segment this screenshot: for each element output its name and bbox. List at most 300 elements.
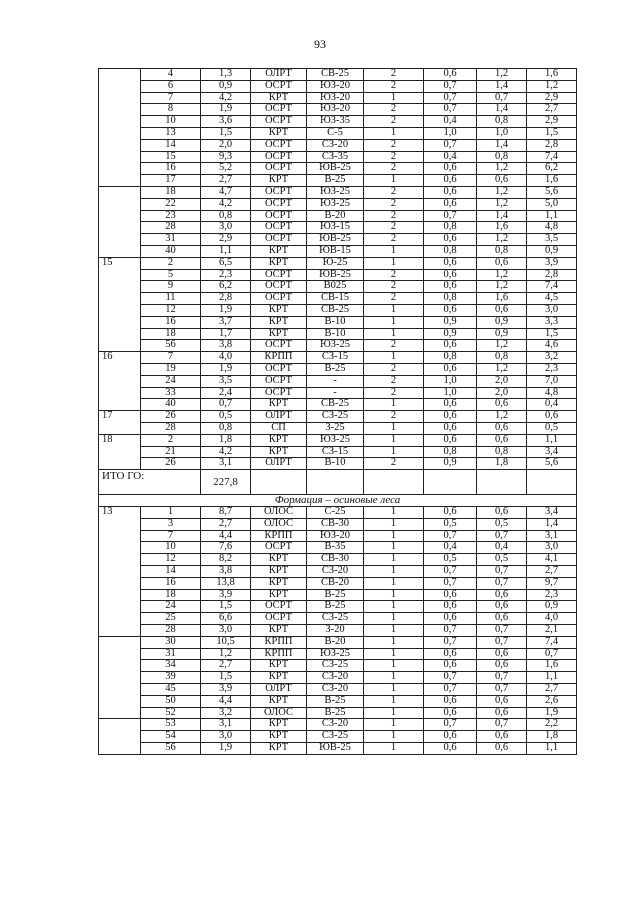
table-row	[99, 328, 577, 340]
table-cell: ЮЗ-25	[307, 434, 364, 446]
table-cell: 0,6	[424, 743, 477, 755]
table-row	[99, 127, 577, 139]
table-cell: 18	[141, 328, 201, 340]
table-cell: 3,0	[527, 304, 577, 316]
table-cell: 0,6	[424, 69, 477, 81]
table-row	[99, 554, 577, 566]
table-cell: 2	[364, 387, 424, 399]
table-cell: 2,9	[201, 234, 251, 246]
table-cell: 1	[364, 719, 424, 731]
table-cell: 5,6	[527, 186, 577, 198]
table-cell: СВ-25	[307, 399, 364, 411]
table-cell: 0,8	[424, 293, 477, 305]
table-cell: 18	[141, 589, 201, 601]
table-cell: 7	[141, 352, 201, 364]
table-cell: 1	[364, 399, 424, 411]
table-cell: 1,9	[201, 304, 251, 316]
table-row	[99, 648, 577, 660]
table-cell: 26	[141, 411, 201, 423]
table-row	[99, 507, 577, 519]
table-cell: ОСРТ	[251, 387, 307, 399]
empty-cell	[424, 470, 477, 495]
table-cell: 2,0	[201, 139, 251, 151]
table-cell: КРТ	[251, 245, 307, 257]
table-cell: 2,3	[527, 363, 577, 375]
table-cell: 16	[141, 577, 201, 589]
table-cell: 7,4	[527, 636, 577, 648]
table-cell: СВ-25	[307, 304, 364, 316]
table-cell: 1,9	[201, 363, 251, 375]
table-cell: 4,6	[527, 340, 577, 352]
table-cell: 23	[141, 210, 201, 222]
table-cell: 17	[141, 175, 201, 187]
table-cell: ОЛОС	[251, 507, 307, 519]
table-cell: ОСРТ	[251, 281, 307, 293]
table-cell: 0,8	[477, 352, 527, 364]
table-cell: СЗ-15	[307, 352, 364, 364]
table-cell: СЗ-20	[307, 684, 364, 696]
table-cell: 2,7	[201, 175, 251, 187]
table-cell: 0,7	[424, 684, 477, 696]
table-cell: 52	[141, 707, 201, 719]
table-row	[99, 293, 577, 305]
table-cell: В-10	[307, 328, 364, 340]
table-cell: 14	[141, 566, 201, 578]
section-cell: 18	[99, 434, 141, 469]
table-cell: 50	[141, 695, 201, 707]
table-cell: 1,6	[477, 222, 527, 234]
table-cell: 1,9	[527, 707, 577, 719]
table-cell: 1,2	[477, 340, 527, 352]
section-cell	[99, 719, 141, 754]
table-cell: 0,7	[477, 566, 527, 578]
table-cell: 4,7	[201, 186, 251, 198]
table-cell: КРТ	[251, 719, 307, 731]
table-cell: ОСРТ	[251, 293, 307, 305]
table-row	[99, 139, 577, 151]
table-cell: 0,7	[424, 80, 477, 92]
table-cell: 1,1	[201, 245, 251, 257]
table-cell: 0,7	[477, 719, 527, 731]
table-row	[99, 458, 577, 470]
table-cell: 2,0	[477, 375, 527, 387]
table-cell: Ю-25	[307, 257, 364, 269]
table-cell: 0,6	[477, 257, 527, 269]
table-cell: 2,0	[477, 387, 527, 399]
table-cell: ЮЗ-25	[307, 198, 364, 210]
table-cell: 1	[364, 127, 424, 139]
table-cell: 0,6	[424, 613, 477, 625]
table-cell: ОСРТ	[251, 363, 307, 375]
table-cell: СЗ-20	[307, 672, 364, 684]
table-cell: 3,0	[201, 625, 251, 637]
table-row	[99, 198, 577, 210]
table-cell: В-35	[307, 542, 364, 554]
table-cell: 7	[141, 92, 201, 104]
table-row	[99, 257, 577, 269]
table-cell: 0,8	[477, 151, 527, 163]
table-cell: ЮВ-15	[307, 245, 364, 257]
table-cell: ОСРТ	[251, 186, 307, 198]
table-cell: 2,3	[201, 269, 251, 281]
table-cell: 1	[364, 589, 424, 601]
table-cell: 1	[364, 530, 424, 542]
table-cell: 2	[364, 186, 424, 198]
table-cell: 0,4	[424, 542, 477, 554]
empty-cell	[527, 470, 577, 495]
table-cell: 0,7	[477, 92, 527, 104]
table-cell: 5,6	[527, 458, 577, 470]
table-row	[99, 245, 577, 257]
table-cell: 26	[141, 458, 201, 470]
table-cell: ОСРТ	[251, 613, 307, 625]
table-cell: КРТ	[251, 434, 307, 446]
table-cell: В-20	[307, 210, 364, 222]
table-cell: 7	[141, 530, 201, 542]
table-cell: 40	[141, 399, 201, 411]
table-cell: 3,7	[201, 316, 251, 328]
table-cell: 1	[364, 304, 424, 316]
table-cell: 1,0	[424, 127, 477, 139]
table-row	[99, 352, 577, 364]
table-cell: 1,6	[527, 175, 577, 187]
table-cell: В-25	[307, 589, 364, 601]
table-cell: 11	[141, 293, 201, 305]
page-number: 93	[314, 37, 326, 51]
table-cell: -	[307, 387, 364, 399]
table-cell: 3,9	[201, 589, 251, 601]
table-cell: 3,8	[201, 566, 251, 578]
formation-row	[99, 495, 577, 507]
table-cell: 1	[364, 648, 424, 660]
table-cell: 1,9	[201, 743, 251, 755]
table-cell: 1,1	[527, 210, 577, 222]
table-cell: 0,7	[424, 139, 477, 151]
table-cell: ОЛРТ	[251, 69, 307, 81]
table-cell: КРТ	[251, 660, 307, 672]
table-cell: 0,6	[424, 186, 477, 198]
table-cell: 1	[364, 175, 424, 187]
table-cell: 1,1	[527, 434, 577, 446]
table-cell: 2,9	[527, 92, 577, 104]
table-cell: 6,5	[201, 257, 251, 269]
table-cell: СЗ-25	[307, 411, 364, 423]
table-cell: КРТ	[251, 743, 307, 755]
table-cell: 0,5	[477, 554, 527, 566]
table-cell: 3,8	[201, 340, 251, 352]
table-cell: 6	[141, 80, 201, 92]
table-cell: 0,6	[424, 163, 477, 175]
table-row	[99, 601, 577, 613]
table-cell: 39	[141, 672, 201, 684]
table-cell: 0,8	[424, 352, 477, 364]
table-cell: 1	[364, 434, 424, 446]
section-cell	[99, 636, 141, 719]
formation-title: Формация – осиновые леса	[99, 495, 577, 507]
table-cell: 33	[141, 387, 201, 399]
table-cell: 0,9	[527, 245, 577, 257]
table-row	[99, 566, 577, 578]
table-cell: 4,8	[527, 387, 577, 399]
table-cell: 2,1	[527, 625, 577, 637]
table-cell: 0,6	[477, 422, 527, 434]
table-cell: 6,2	[527, 163, 577, 175]
table-row	[99, 719, 577, 731]
table-row	[99, 743, 577, 755]
table-cell: 3,0	[527, 542, 577, 554]
table-cell: 1	[364, 731, 424, 743]
table-cell: 4,4	[201, 530, 251, 542]
table-cell: ЮВ-25	[307, 743, 364, 755]
table-cell: 1	[364, 542, 424, 554]
table-cell: 2	[364, 293, 424, 305]
table-cell: 1,9	[201, 104, 251, 116]
table-cell: 21	[141, 446, 201, 458]
table-cell: 1,8	[477, 458, 527, 470]
table-cell: 3,1	[201, 458, 251, 470]
table-cell: ЮЗ-20	[307, 80, 364, 92]
table-cell: 28	[141, 625, 201, 637]
table-cell: 4,2	[201, 198, 251, 210]
table-row	[99, 695, 577, 707]
table-cell: СЗ-25	[307, 613, 364, 625]
table-cell: 1,2	[477, 234, 527, 246]
table-cell: 2	[364, 340, 424, 352]
table-row	[99, 684, 577, 696]
section-cell: 15	[99, 257, 141, 351]
table-cell: КРТ	[251, 554, 307, 566]
table-cell: СВ-30	[307, 518, 364, 530]
table-cell: 5,0	[527, 198, 577, 210]
table-cell: 1	[364, 92, 424, 104]
table-cell: 2	[364, 163, 424, 175]
table-row	[99, 92, 577, 104]
table-cell: 0,6	[424, 234, 477, 246]
table-cell: 18	[141, 186, 201, 198]
table-cell: 54	[141, 731, 201, 743]
table-cell: 0,9	[424, 328, 477, 340]
table-cell: ЮЗ-35	[307, 116, 364, 128]
table-cell: 1	[364, 707, 424, 719]
table-cell: 0,6	[424, 434, 477, 446]
table-cell: СВ-20	[307, 577, 364, 589]
table-cell: 12	[141, 554, 201, 566]
table-cell: КРТ	[251, 316, 307, 328]
empty-cell	[364, 470, 424, 495]
table-cell: 0,6	[477, 175, 527, 187]
table-cell: 0,8	[477, 245, 527, 257]
table-cell: ОСРТ	[251, 163, 307, 175]
table-cell: 0,4	[477, 542, 527, 554]
table-cell: ОСРТ	[251, 116, 307, 128]
table-cell: 0,6	[424, 707, 477, 719]
table-row	[99, 163, 577, 175]
table-cell: 1,2	[477, 269, 527, 281]
table-cell: 10,5	[201, 636, 251, 648]
table-cell: 16	[141, 163, 201, 175]
table-cell: 1,6	[527, 69, 577, 81]
table-cell: КРТ	[251, 257, 307, 269]
table-cell: ЮЗ-25	[307, 186, 364, 198]
table-cell: 1	[364, 446, 424, 458]
table-cell: 1	[364, 422, 424, 434]
table-cell: 0,9	[424, 458, 477, 470]
table-cell: 34	[141, 660, 201, 672]
table-cell: 2,7	[527, 566, 577, 578]
table-cell: 8,2	[201, 554, 251, 566]
table-cell: ЮЗ-25	[307, 340, 364, 352]
table-cell: 0,4	[424, 151, 477, 163]
table-cell: 45	[141, 684, 201, 696]
table-cell: 1	[364, 577, 424, 589]
table-cell: КРПП	[251, 636, 307, 648]
table-cell: 2	[364, 151, 424, 163]
table-cell: 6,2	[201, 281, 251, 293]
table-cell: 0,7	[527, 648, 577, 660]
table-cell: 0,4	[424, 116, 477, 128]
table-cell: 56	[141, 743, 201, 755]
table-cell: 1	[364, 316, 424, 328]
table-cell: 2	[364, 222, 424, 234]
total-label: ИТО ГО:	[99, 470, 201, 495]
table-cell: 13,8	[201, 577, 251, 589]
table-cell: 1,1	[527, 672, 577, 684]
table-cell: 3,9	[527, 257, 577, 269]
table-row	[99, 210, 577, 222]
table-cell: 1	[364, 636, 424, 648]
table-cell: 0,5	[201, 411, 251, 423]
table-cell: 1,5	[201, 127, 251, 139]
table-cell: 1,0	[424, 375, 477, 387]
table-cell: 40	[141, 245, 201, 257]
table-cell: 1,2	[477, 163, 527, 175]
table-cell: 28	[141, 422, 201, 434]
table-cell: ОСРТ	[251, 222, 307, 234]
table-cell: 1,5	[527, 328, 577, 340]
table-cell: КРТ	[251, 577, 307, 589]
table-cell: 0,8	[424, 446, 477, 458]
table-cell: КРТ	[251, 731, 307, 743]
table-cell: 0,6	[477, 743, 527, 755]
table-cell: 0,7	[424, 636, 477, 648]
table-cell: ОСРТ	[251, 375, 307, 387]
table-cell: 5,2	[201, 163, 251, 175]
total-row	[99, 470, 577, 495]
table-row	[99, 387, 577, 399]
table-cell: ОСРТ	[251, 269, 307, 281]
table-cell: 2	[364, 269, 424, 281]
table-row	[99, 104, 577, 116]
table-cell: ОЛРТ	[251, 411, 307, 423]
table-cell: 0,7	[424, 530, 477, 542]
table-row	[99, 589, 577, 601]
table-cell: 0,6	[424, 340, 477, 352]
table-cell: 2,4	[201, 387, 251, 399]
table-cell: 1	[364, 613, 424, 625]
table-cell: 10	[141, 116, 201, 128]
table-cell: 4,5	[527, 293, 577, 305]
table-row	[99, 446, 577, 458]
table-cell: 2,8	[527, 139, 577, 151]
table-cell: 16	[141, 316, 201, 328]
table-cell: СЗ-20	[307, 719, 364, 731]
table-cell: 1,4	[477, 80, 527, 92]
table-cell: 0,7	[424, 92, 477, 104]
table-cell: 1,0	[477, 127, 527, 139]
table-cell: 2,8	[201, 293, 251, 305]
table-cell: 2	[364, 363, 424, 375]
table-cell: 2	[364, 234, 424, 246]
empty-cell	[307, 470, 364, 495]
table-cell: 0,9	[527, 601, 577, 613]
table-cell: ОСРТ	[251, 151, 307, 163]
table-cell: -	[307, 375, 364, 387]
table-cell: 14	[141, 139, 201, 151]
table-row	[99, 530, 577, 542]
table-cell: 3,5	[527, 234, 577, 246]
table-cell: 3,6	[201, 116, 251, 128]
table-cell: ОСРТ	[251, 80, 307, 92]
table-cell: 3,2	[201, 707, 251, 719]
table-row	[99, 399, 577, 411]
table-cell: 0,6	[477, 613, 527, 625]
table-row	[99, 151, 577, 163]
table-cell: 4,0	[527, 613, 577, 625]
table-cell: ОСРТ	[251, 210, 307, 222]
table-cell: КРПП	[251, 530, 307, 542]
table-cell: 1,4	[477, 104, 527, 116]
table-cell: ОЛОС	[251, 518, 307, 530]
table-row	[99, 175, 577, 187]
table-cell: ОСРТ	[251, 601, 307, 613]
table-cell: 0,6	[477, 648, 527, 660]
table-cell: 1	[364, 684, 424, 696]
table-row	[99, 269, 577, 281]
table-cell: 3,1	[201, 719, 251, 731]
table-cell: 1	[364, 352, 424, 364]
table-cell: 0,9	[477, 316, 527, 328]
table-body	[99, 69, 577, 755]
table-cell: 2	[364, 139, 424, 151]
table-cell: 4,0	[201, 352, 251, 364]
table-cell: В-20	[307, 636, 364, 648]
table-cell: 1,6	[477, 293, 527, 305]
table-cell: КРТ	[251, 566, 307, 578]
table-cell: 1,1	[527, 743, 577, 755]
table-cell: ЮВ-25	[307, 269, 364, 281]
table-cell: 7,0	[527, 375, 577, 387]
table-cell: В-25	[307, 695, 364, 707]
table-cell: КРТ	[251, 695, 307, 707]
table-cell: 0,6	[424, 589, 477, 601]
table-cell: 3,3	[527, 316, 577, 328]
table-cell: 1,2	[477, 281, 527, 293]
table-cell: СП	[251, 422, 307, 434]
table-cell: 1	[364, 601, 424, 613]
table-cell: 0,6	[424, 175, 477, 187]
table-row	[99, 340, 577, 352]
table-cell: 1,2	[477, 411, 527, 423]
table-row	[99, 518, 577, 530]
table-cell: КРТ	[251, 127, 307, 139]
table-cell: СЗ-25	[307, 731, 364, 743]
table-cell: 2,8	[527, 269, 577, 281]
table-cell: 0,9	[424, 316, 477, 328]
table-cell: 0,6	[477, 601, 527, 613]
table-cell: З-25	[307, 422, 364, 434]
table-cell: 3,2	[527, 352, 577, 364]
table-cell: 2,7	[201, 660, 251, 672]
